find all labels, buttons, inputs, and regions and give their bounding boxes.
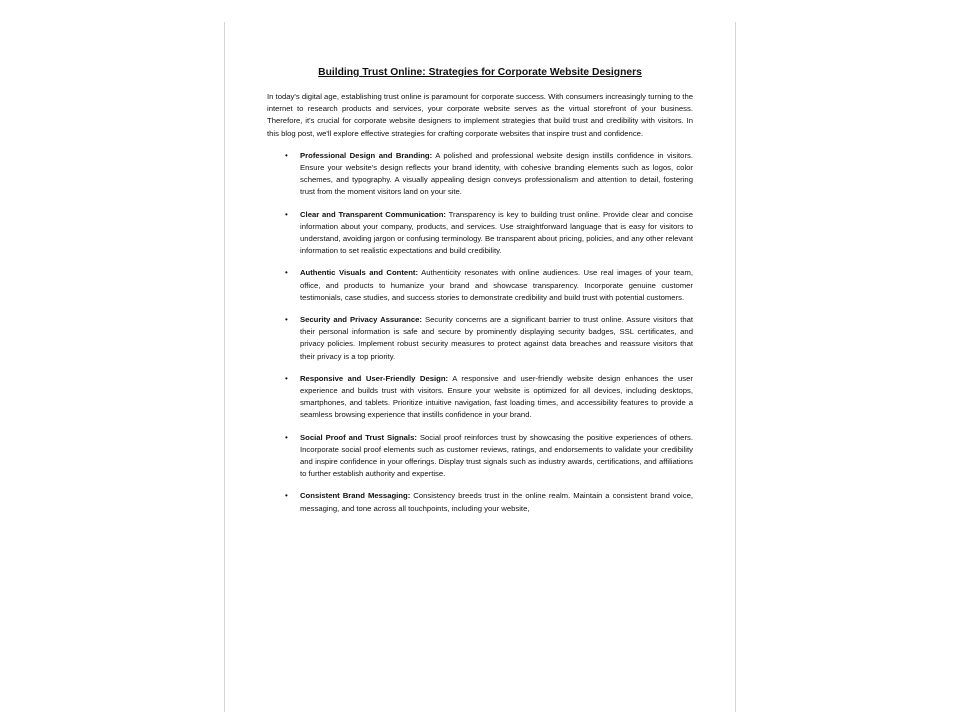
item-heading: Security and Privacy Assurance: [300, 315, 422, 325]
list-item [267, 490, 693, 514]
item-text: Consistency breeds trust in the online realm. Maintain a consistent brand voice, messaging, and tone across all touchpoints, including your website, [300, 491, 693, 513]
bullet-icon: • [285, 315, 288, 325]
bullet-icon: • [285, 150, 288, 160]
item-heading: Professional Design and Branding: [300, 150, 433, 160]
item-text: Security concerns are a significant barrier to trust online. Assure visitors that their personal information is safe and secure by prominently displaying security badges, SSL certificates, and privacy policies. Implement robust security measures to protect against data breaches and reassure visitors that their privacy is a top priority. [300, 315, 694, 361]
item-text: A polished and professional website design instills confidence in visitors. Ensure your website's design reflects your brand identity, with cohesive branding elements such as logos, color schemes, and typography. A visually appealing design conveys professionalism and attention to detail, fostering trust from the moment visitors land on your site. [300, 150, 693, 197]
item-heading: Consistent Brand Messaging: [300, 491, 411, 501]
list-item [267, 209, 693, 258]
document-body [267, 67, 693, 525]
list-item [267, 150, 693, 199]
item-text: A responsive and user-friendly website design enhances the user experience and builds trust with visitors. Ensure your website is optimized for all devices, including desktops, smartphones, and tablets. Prioritize intuitive navigation, fast loading times, and accessibility features to provide a seamless browsing experience that instills confidence in your brand. [300, 373, 693, 420]
item-text: Transparency is key to building trust online. Provide clear and concise information about your company, products, and services. Use straightforward language that is easy for visitors to understand, avoiding jargon or confusing terminology. Be transparent about pricing, policies, and any other relevant information to set realistic expectations and build credibility. [300, 209, 693, 256]
bullet-icon: • [285, 432, 288, 442]
bullet-icon: • [285, 209, 288, 219]
bullet-icon: • [285, 491, 288, 501]
intro-paragraph: In today's digital age, establishing trust online is paramount for corporate success. With consumers increasingly turning to the internet to research products and services, your corporate website serves as the virtual storefront of your business. Therefore, it's crucial for corporate website designers to implement strategies that build trust and credibility with visitors. In this blog post, we'll explore effective strategies for crafting corporate websites that inspire trust and confidence. [267, 92, 693, 138]
bullet-icon: • [285, 268, 288, 278]
strategy-list [267, 150, 693, 515]
list-item [267, 432, 693, 481]
document-title: Building Trust Online: Strategies for Corporate Website Designers [318, 67, 642, 78]
list-item [267, 373, 693, 422]
list-item [267, 267, 693, 304]
item-text: Social proof reinforces trust by showcasing the positive experiences of others. Incorporate social proof elements such as customer reviews, ratings, and endorsements to validate your credibility and inspire confidence in your offerings. Display trust signals such as industry awards, certifications, and affiliations to further establish authority and expertise. [300, 432, 693, 479]
item-heading: Clear and Transparent Communication: [300, 209, 446, 219]
item-text: Authenticity resonates with online audiences. Use real images of your team, office, and products to humanize your brand and showcase transparency. Incorporate genuine customer testimonials, case studies, and success stories to demonstrate credibility and build trust with potential customers. [300, 268, 693, 302]
item-heading: Authentic Visuals and Content: [300, 268, 419, 278]
item-heading: Responsive and User-Friendly Design: [300, 373, 449, 383]
item-heading: Social Proof and Trust Signals: [300, 432, 417, 442]
bullet-icon: • [285, 373, 288, 383]
document-page [224, 22, 736, 712]
list-item [267, 314, 693, 363]
